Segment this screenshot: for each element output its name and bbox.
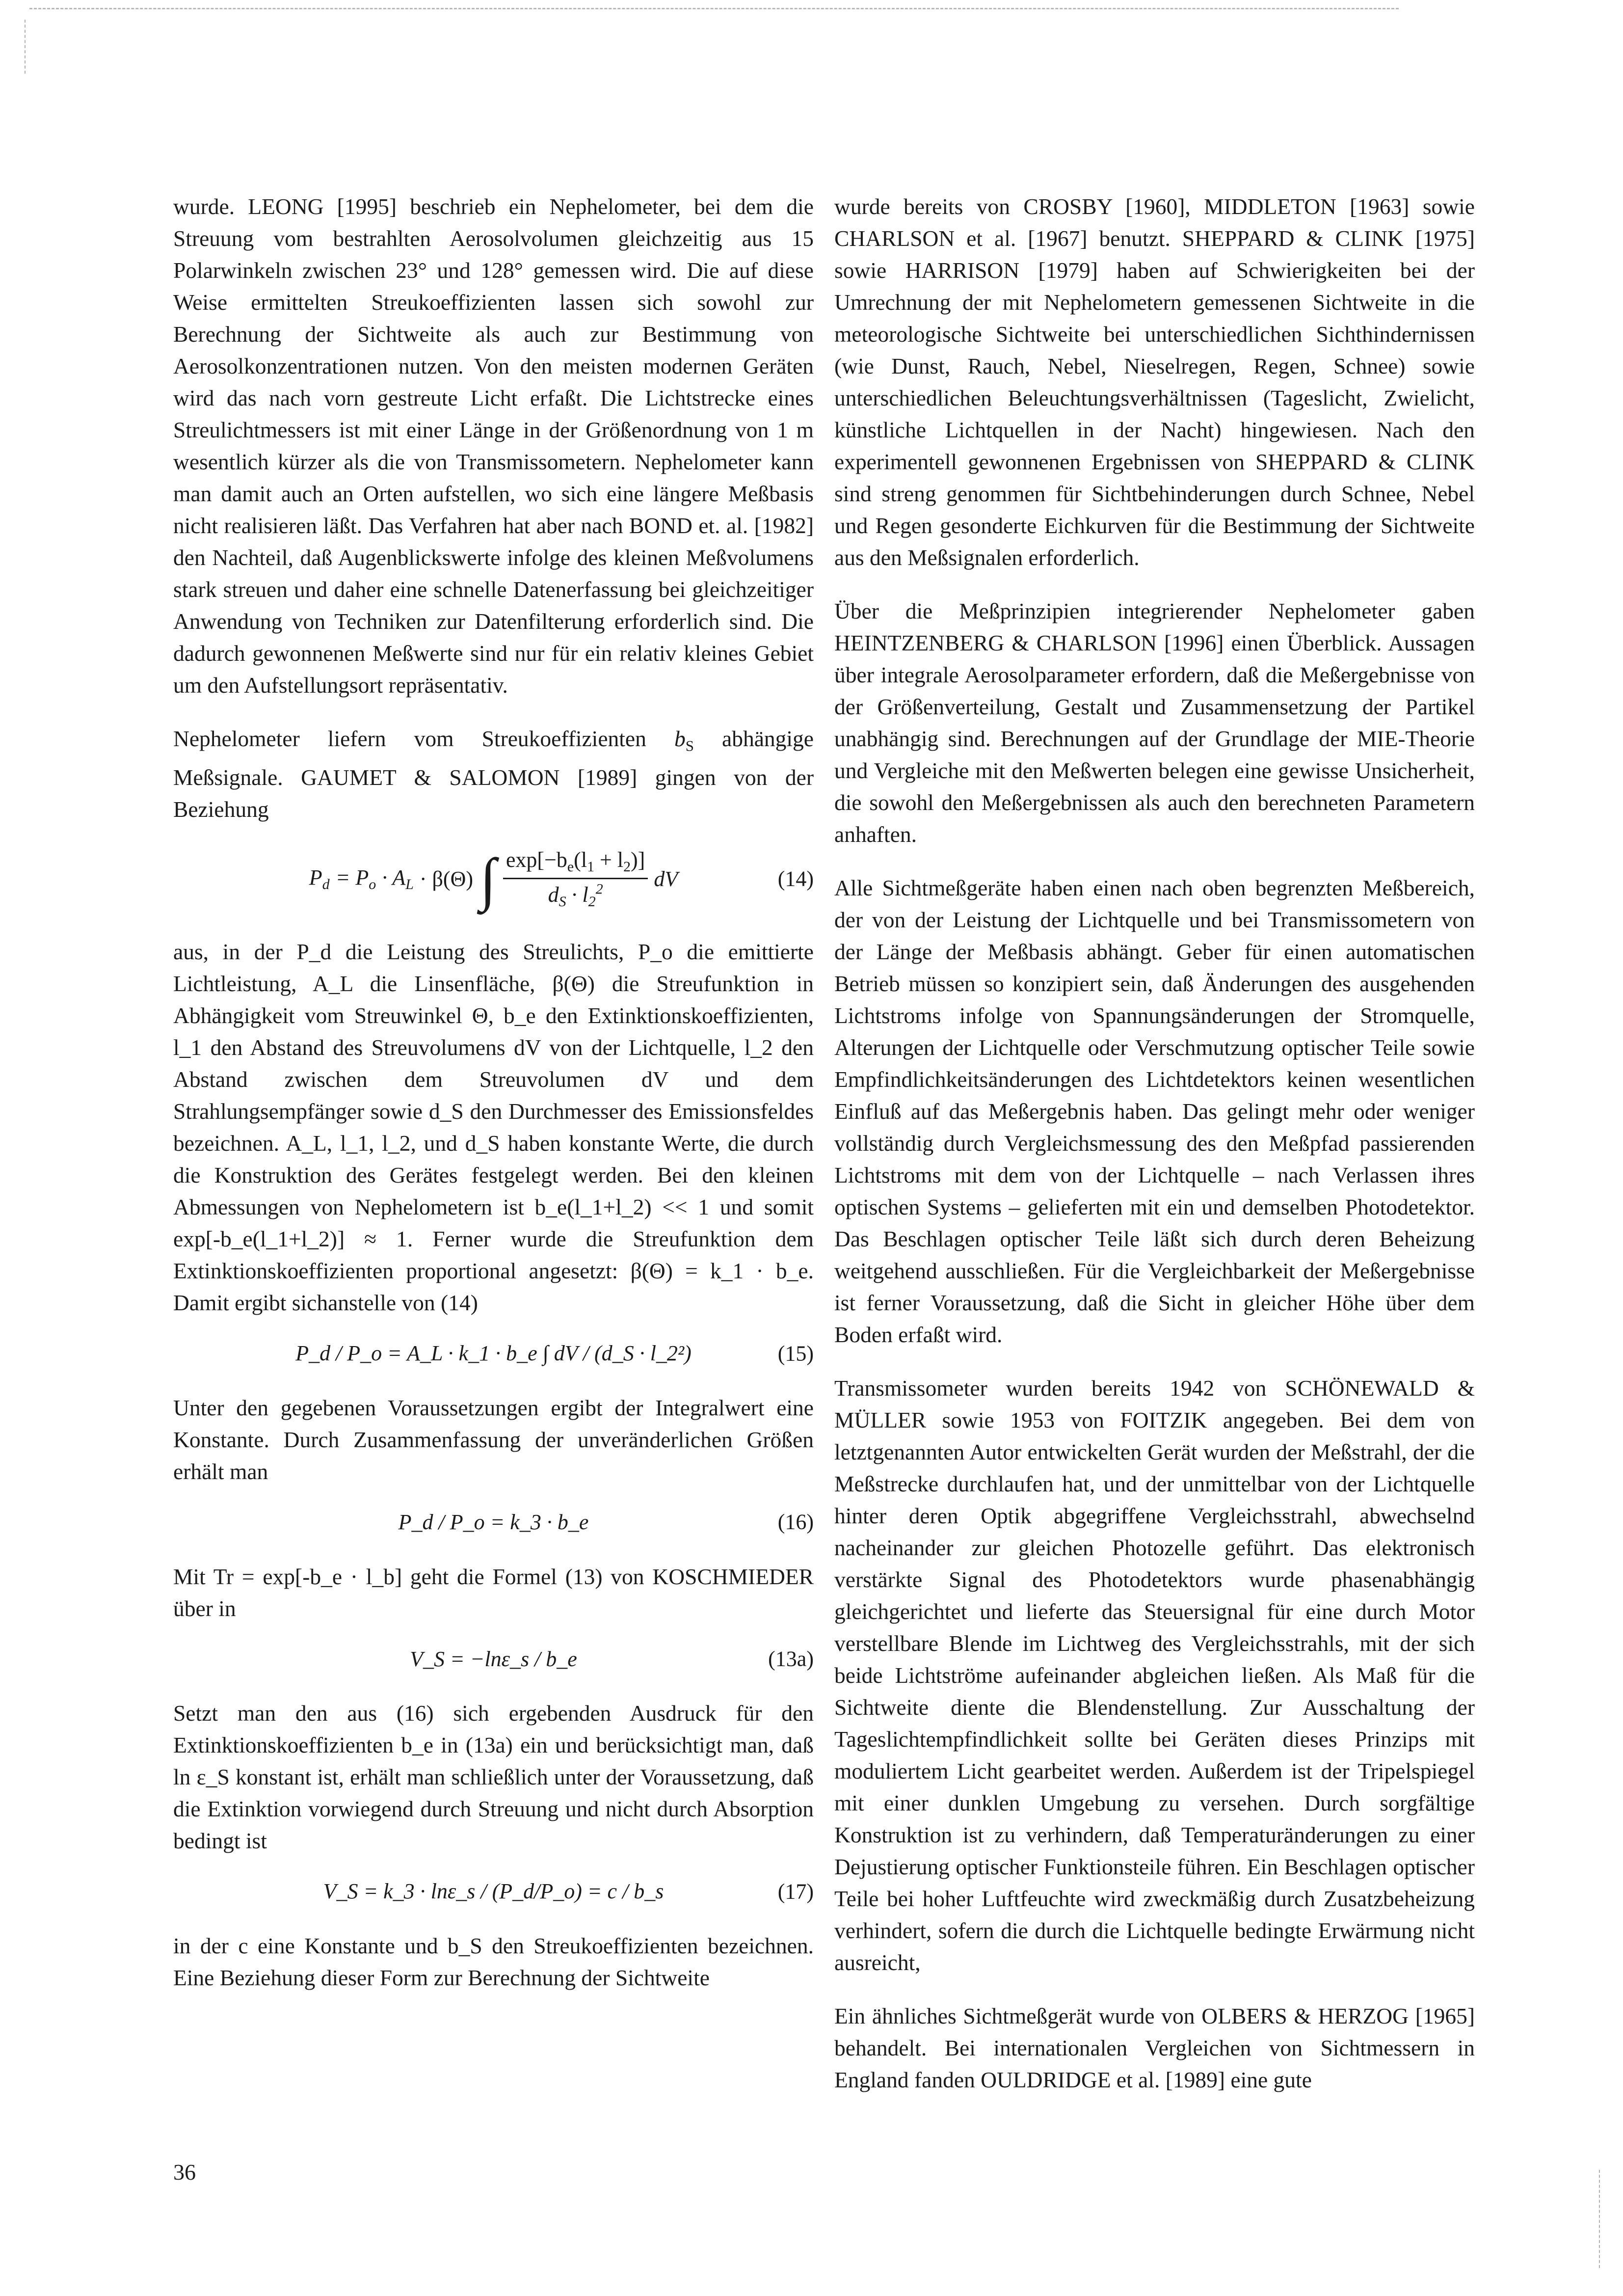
- scan-edge-mark: [25, 20, 26, 74]
- scan-edge-line: [29, 8, 1399, 9]
- paragraph: aus, in der P_d die Leistung des Streulichts, P_o die emittierte Lichtleistung, A_L die Linsenfläche, β(Θ) die Streufunktion in Abhängigkeit vom Streuwinkel Θ, b_e den Extinktionskoeffizienten, l_1 den Abstand des Streuvolumens dV von der Lichtquelle, l_2 den Abstand zwischen dem Streuvolumen dV und dem Strahlungsempfänger sowie d_S den Durchmesser des Emissionsfeldes bezeichnen. A_L, l_1, l_2, und d_S haben konstante Werte, die durch die Konstruktion des Gerätes festgelegt werden. Bei den kleinen Abmessungen von Nephelometern ist b_e(l_1+l_2) << 1 und somit exp[-b_e(l_1+l_2)] ≈ 1. Ferner wurde die Streufunktion dem Extinktionskoeffizienten proportional angesetzt: β(Θ) = k_1 · b_e. Damit ergibt sichanstelle von (14): [173, 939, 814, 1316]
- left-column: [173, 190, 814, 2015]
- paragraph: Setzt man den aus (16) sich ergebenden Ausdruck für den Extinktionskoeffizienten b_e in (13a) ein und berücksichtigt man, daß ln ε_S konstant ist, erhält man schließlich unter der Voraussetzung, daß die Extinktion vorwiegend durch Streuung und nicht durch Absorption bedingt ist: [173, 1701, 814, 1854]
- equation-16: P_d / P_o = k_3 · b_e (16): [398, 1510, 814, 1535]
- page-number: 36: [173, 2160, 196, 2185]
- paragraph: Transmissometer wurden bereits 1942 von SCHÖNEWALD & MÜLLER sowie 1953 von FOITZIK angegeben. Bei dem von letztgenannten Autor entwickelten Gerät wurden der Meßstrahl, der die Meßstrecke durchlaufen hat, und der unmittelbar von der Lichtquelle hinter deren Optik abgegriffene Vergleichsstrahl, abwechselnd nacheinander zur gleichen Photozelle geführt. Das elektronisch verstärkte Signal des Photodetektors wurde phasenabhängig gleichgerichtet und lieferte das Steuersignal für eine durch Motor verstellbare Blende im Lichtweg des Vergleichsstrahls, mit der sich beide Lichtströme aufeinander abgleichen ließen. Als Maß für die Sichtweite diente die Blendenstellung. Zur Ausschaltung der Tageslichtempfindlichkeit sollte bei Geräten dieses Prinzips mit moduliertem Licht gearbeitet werden. Außerdem ist der Tripelspiegel mit einer dunklen Umgebung zu versehen. Durch sorgfältige Konstruktion ist zu verhindern, daß Temperaturänderungen zu einer Dejustierung optischer Funktionsteile führen. Ein Beschlagen optischer Teile bei hoher Luftfeuchte wird zweckmäßig durch Zusatzbeheizung verhindert, sofern die durch die Lichtquelle bedingte Erwärmung nicht ausreicht,: [834, 1376, 1475, 1975]
- paragraph: Nephelometer liefern vom Streukoeffizienten $b_S$ abhängige Meßsignale. GAUMET & SALOMON [1989] gingen von der Beziehung: [173, 726, 814, 822]
- paragraph: wurde. LEONG [1995] beschrieb ein Nephelometer, bei dem die Streuung vom bestrahlten Aerosolvolumen gleichzeitig aus 15 Polarwinkeln zwischen 23° und 128° gemessen wird. Die auf diese Weise ermittelten Streukoeffizienten lassen sich sowohl zur Berechnung der Sichtweite als auch zur Bestimmung von Aerosolkonzentrationen nutzen. Von den meisten modernen Geräten wird das nach vorn gestreute Licht erfaßt. Die Lichtstrecke eines Streulichtmessers ist mit einer Länge in der Größenordnung von 1 m wesentlich kürzer als die von Transmissometern. Nephelometer kann man damit auch an Orten aufstellen, wo sich eine längere Meßbasis nicht realisieren läßt. Das Verfahren hat aber nach BOND et. al. [1982] den Nachteil, daß Augenblickswerte infolge des kleinen Meßvolumens stark streuen und daher eine schnelle Datenerfassung bei gleichzeitiger Anwendung von Techniken zur Datenfilterung erforderlich sind. Die dadurch gewonnenen Meßwerte sind nur für ein relativ kleines Gebiet um den Aufstellungsort repräsentativ.: [173, 194, 814, 698]
- equation-17: V_S = k_3 · lnε_s / (P_d/P_o) = c / b_s (17): [323, 1879, 814, 1904]
- scan-edge-mark: [1599, 2170, 1600, 2268]
- paragraph: Mit Tr = exp[-b_e · l_b] geht die Formel (13) von KOSCHMIEDER über in: [173, 1564, 814, 1621]
- paragraph: Ein ähnliches Sichtmeßgerät wurde von OLBERS & HERZOG [1965] behandelt. Bei internationalen Vergleichen von Sichtmessern in England fanden OULDRIDGE et al. [1989] eine gute: [834, 2003, 1475, 2092]
- equation-number: (13a): [768, 1647, 814, 1671]
- paragraph: Über die Meßprinzipien integrierender Nephelometer gaben HEINTZENBERG & CHARLSON [1996] einen Überblick. Aussagen über integrale Aerosolparameter erfordern, daß die Meßergebnisse von der Größenverteilung, Gestalt und Zusammensetzung der Partikel unabhängig sind. Berechnungen auf der Grundlage der MIE-Theorie und Vergleiche mit den Meßwerten belegen eine gewisse Unsicherheit, die sowohl den Meßergebnissen als auch den berechneten Parametern anhaften.: [834, 598, 1475, 847]
- equation-15: P_d / P_o = A_L · k_1 · b_e ∫ dV / (d_S · l_2²) (15): [295, 1341, 814, 1366]
- paragraph: wurde bereits von CROSBY [1960], MIDDLETON [1963] sowie CHARLSON et al. [1967] benutzt. SHEPPARD & CLINK [1975] sowie HARRISON [1979] haben auf Schwierigkeiten bei der Umrechnung der mit Nephelometern gemessenen Sichtweite in die meteorologische Sichtweite bei unterschiedlichen Sichthindernissen (wie Dunst, Rauch, Nebel, Nieselregen, Regen, Schnee) sowie unterschiedlichen Beleuchtungsverhältnissen (Tageslicht, Zwielicht, künstliche Lichtquellen in der Nacht) hingewiesen. Nach den experimentell gewonnenen Ergebnissen von SHEPPARD & CLINK sind streng genommen für Sichtbehinderungen durch Schnee, Nebel und Regen gesonderte Eichkurven für die Bestimmung der Sichtweite aus den Meßsignalen erforderlich.: [834, 194, 1475, 570]
- equation-number: (14): [777, 866, 814, 891]
- paragraph: in der c eine Konstante und b_S den Streukoeffizienten bezeichnen. Eine Beziehung dieser Form zur Berechnung der Sichtweite: [173, 1933, 814, 1990]
- paragraph: Alle Sichtmeßgeräte haben einen nach oben begrenzten Meßbereich, der von der Leistung der Lichtquelle und bei Transmissometern von der Länge der Meßbasis abhängt. Geber für einen automatischen Betrieb müssen so konzipiert sein, daß Änderungen des ausgehenden Lichtstroms infolge von Spannungsänderungen der Stromquelle, Alterungen der Lichtquelle oder Verschmutzung optischer Teile sowie Empfindlichkeitsänderungen des Lichtdetektors keinen wesentlichen Einfluß auf das Meßergebnis haben. Das gelingt mehr oder weniger vollständig durch Vergleichsmessung des den Meßpfad passierenden Lichtstroms mit dem von der Lichtquelle – nach Verlassen ihres optischen Systems – gelieferten mit ein und demselben Photodetektor. Das Beschlagen optischer Teile läßt sich durch deren Beheizung weitgehend ausschließen. Für die Vergleichbarkeit der Meßergebnisse ist ferner Voraussetzung, daß die Sicht in gleicher Höhe über dem Boden erfaßt wird.: [834, 875, 1475, 1347]
- equation-13a: V_S = −lnε_s / b_e (13a): [410, 1647, 814, 1671]
- equation-number: (17): [777, 1879, 814, 1904]
- right-column: [834, 190, 1475, 2117]
- paragraph: Unter den gegebenen Voraussetzungen ergibt der Integralwert eine Konstante. Durch Zusammenfassung der unveränderlichen Größen erhält man: [173, 1395, 814, 1485]
- equation-number: (15): [777, 1341, 814, 1366]
- equation-number: (16): [777, 1510, 814, 1535]
- equation-14: $P_d$ = $P_o$ · $A_L$ · β(Θ) ∫ $\frac{\exp[-b_e(l_1 + l_2)]}{d_S \cdot l_2^2}$ dV (14): [309, 846, 814, 912]
